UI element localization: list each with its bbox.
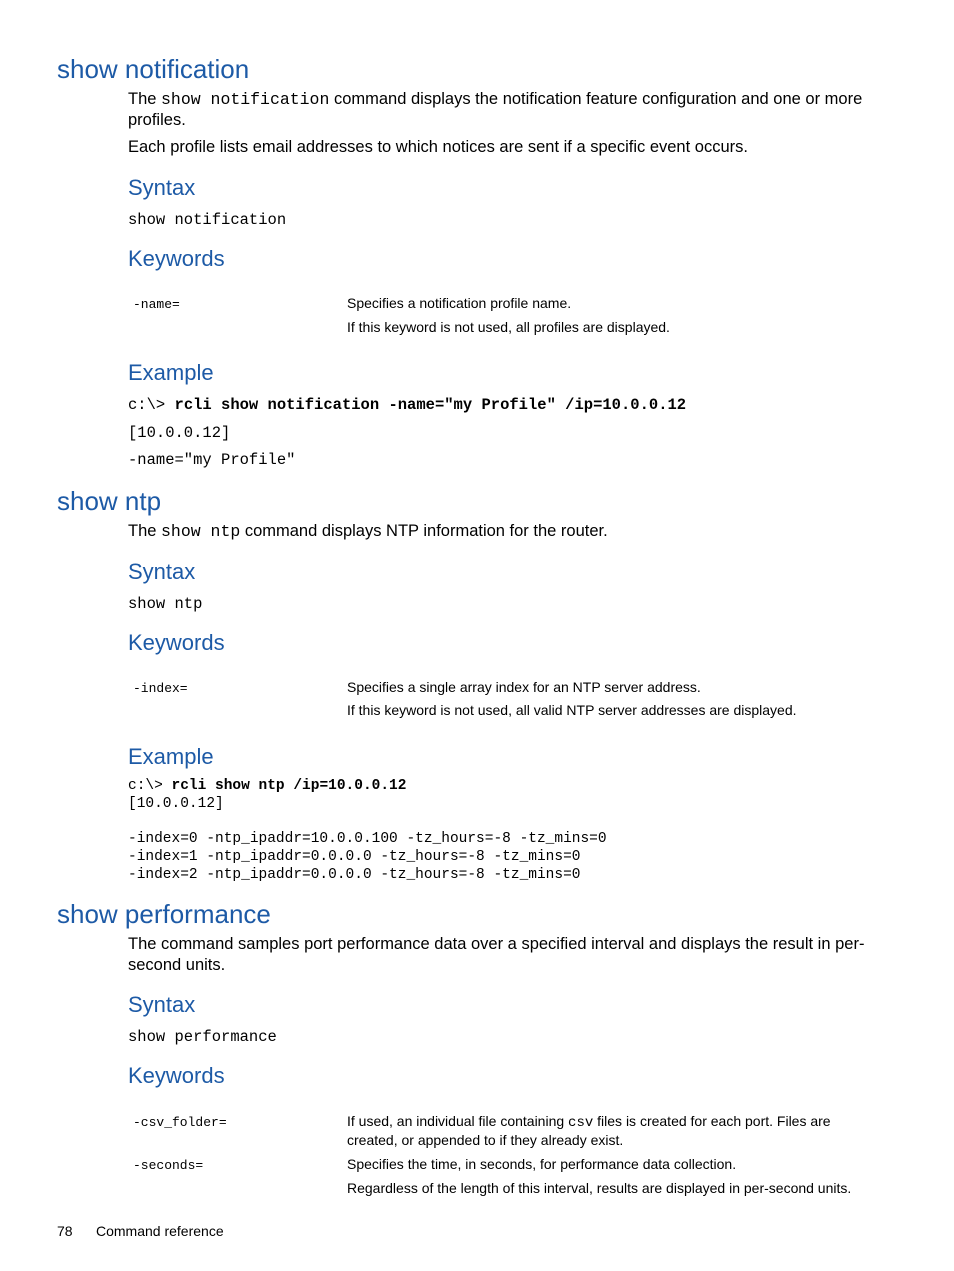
keyword-name: -seconds= — [133, 1158, 204, 1173]
syntax-heading: Syntax — [128, 175, 196, 200]
keyword-description: Specifies a single array index for an NTP server address. — [347, 679, 701, 695]
keyword-name: -index= — [133, 681, 188, 696]
footer-label: Command reference — [96, 1223, 224, 1239]
section-description: The command samples port performance data over a specified interval and displays the result in per-second units. — [128, 935, 865, 974]
keywords-heading: Keywords — [128, 1063, 225, 1088]
desc-text: The — [128, 90, 162, 108]
keyword-note: If this keyword is not used, all profiles are displayed. — [347, 319, 670, 335]
syntax-code: show performance — [128, 1028, 277, 1046]
inline-command: show ntp — [161, 522, 241, 541]
section-title-show-notification: show notification — [57, 54, 250, 84]
desc-text: The — [128, 522, 162, 540]
keywords-heading: Keywords — [128, 246, 225, 271]
keyword-note: If this keyword is not used, all valid NTP server addresses are displayed. — [347, 702, 797, 718]
syntax-heading: Syntax — [128, 559, 196, 584]
keyword-description: Specifies the time, in seconds, for performance data collection. — [347, 1156, 737, 1172]
prompt: c:\> — [128, 778, 172, 794]
keyword-name: -name= — [133, 297, 180, 312]
example-output-line: -index=0 -ntp_ipaddr=10.0.0.100 -tz_hours=-8 -tz_mins=0 — [128, 831, 607, 847]
section-title-show-ntp: show ntp — [57, 486, 162, 516]
example-output-line: [10.0.0.12] — [128, 796, 224, 812]
keyword-name: -csv_folder= — [133, 1115, 227, 1130]
syntax-heading: Syntax — [128, 992, 196, 1017]
desc-text: If used, an individual file containing — [347, 1113, 569, 1129]
example-command-line — [128, 777, 406, 795]
section-title-show-performance: show performance — [57, 899, 271, 929]
keyword-note: Regardless of the length of this interval, results are displayed in per-second units. — [347, 1180, 852, 1196]
example-command-line — [128, 396, 686, 414]
example-output-line: -index=1 -ntp_ipaddr=0.0.0.0 -tz_hours=-8 -tz_mins=0 — [128, 849, 581, 865]
keywords-heading: Keywords — [128, 630, 225, 655]
example-command: rcli show notification -name="my Profile" /ip=10.0.0.12 — [174, 396, 687, 414]
syntax-code: show ntp — [128, 595, 203, 613]
page-number: 78 — [57, 1223, 73, 1239]
desc-text: command displays the notification feature configuration and one or more profiles. — [128, 90, 863, 129]
inline-command: show notification — [161, 90, 330, 109]
syntax-code: show notification — [128, 211, 287, 229]
prompt: c:\> — [128, 396, 175, 414]
desc-text: command displays NTP information for the router. — [240, 522, 608, 540]
keyword-description — [347, 1113, 867, 1149]
example-heading: Example — [128, 744, 214, 769]
example-output-line: [10.0.0.12] — [128, 424, 231, 442]
example-output-line: -name="my Profile" — [128, 451, 296, 469]
section-description-2: Each profile lists email addresses to which notices are sent if a specific event occurs. — [128, 138, 748, 156]
example-command: rcli show ntp /ip=10.0.0.12 — [171, 778, 407, 794]
desc-text: files is created for each port. Files are created, or appended to if they already exist. — [347, 1113, 831, 1148]
section-description — [128, 89, 873, 131]
example-output-line: -index=2 -ntp_ipaddr=0.0.0.0 -tz_hours=-8 -tz_mins=0 — [128, 867, 581, 883]
inline-code: csv — [568, 1115, 594, 1131]
keyword-description: Specifies a notification profile name. — [347, 295, 572, 311]
example-heading: Example — [128, 360, 214, 385]
section-description — [128, 521, 873, 542]
